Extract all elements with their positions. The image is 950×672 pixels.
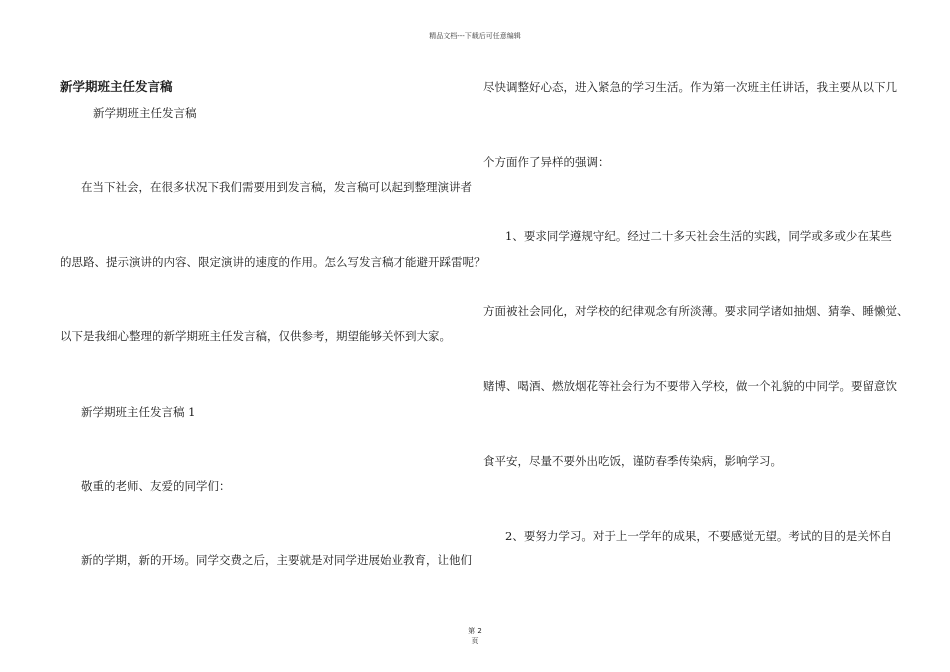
page-header: 精品文档---下载后可任意编辑 xyxy=(429,32,521,40)
page-number-top: 第 2 xyxy=(468,627,482,635)
paragraph-line: 以下是我细心整理的新学期班主任发言稿，仅供参考，期望能够关怀到大家。 xyxy=(60,329,451,343)
page-number-bottom: 页 xyxy=(471,637,479,645)
paragraph-line: 食平安，尽量不要外出吃饭，谨防春季传染病，影响学习。 xyxy=(483,454,782,468)
document-title: 新学期班主任发言稿 xyxy=(60,79,173,94)
paragraph-line: 个方面作了异样的强调： xyxy=(483,155,610,169)
list-item-line: 2、要努力学习。对于上一学年的成果，不要感觉无望。考试的目的是关怀自 xyxy=(505,529,892,543)
paragraph-line: 的思路、提示演讲的内容、限定演讲的速度的作用。怎么写发言稿才能避开踩雷呢？ xyxy=(60,255,486,269)
subtitle: 新学期班主任发言稿 xyxy=(93,106,197,120)
paragraph-line: 方面被社会同化，对学校的纪律观念有所淡薄。要求同学诸如抽烟、猜拳、睡懒觉、 xyxy=(483,304,909,318)
section-heading: 新学期班主任发言稿 1 xyxy=(81,405,196,419)
paragraph-line: 在当下社会，在很多状况下我们需要用到发言稿，发言稿可以起到整理演讲者 xyxy=(81,180,472,194)
paragraph-line: 赌博、喝酒、燃放烟花等社会行为不要带入学校，做一个礼貌的中同学。要留意饮 xyxy=(483,379,897,393)
paragraph-line: 新的学期，新的开场。同学交费之后，主要就是对同学进展始业教育，让他们 xyxy=(81,553,472,567)
list-item-line: 1、要求同学遵规守纪。经过二十多天社会生活的实践，同学或多或少在某些 xyxy=(505,229,892,243)
paragraph-line: 尽快调整好心态，进入紧急的学习生活。作为第一次班主任讲话，我主要从以下几 xyxy=(483,80,897,94)
greeting-line: 敬重的老师、友爱的同学们： xyxy=(81,479,231,493)
